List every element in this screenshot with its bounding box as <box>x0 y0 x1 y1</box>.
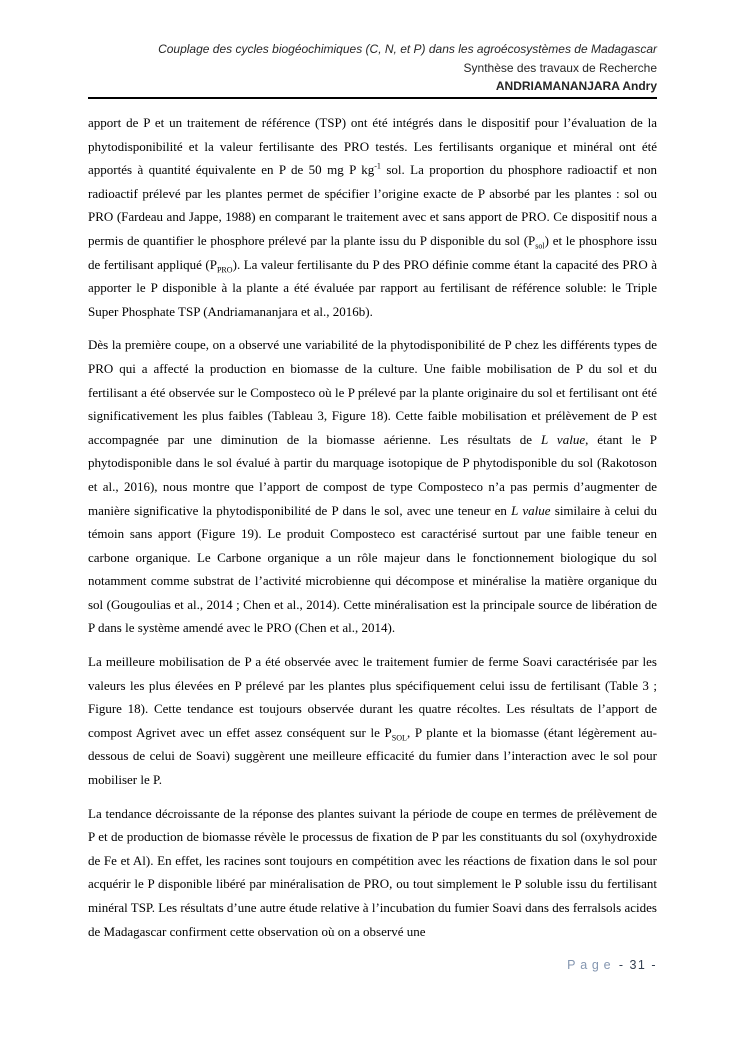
document-body <box>88 111 657 953</box>
paragraph: Dès la première coupe, on a observé une variabilité de la phytodisponibilité de P chez les différents types de PRO qui a affecté la production en biomasse de la culture. Une faible mobilisation de P du sol et du fertilisant a été observée sur le Composteco où le P prélevé par la plante originaire du sol et fertilisant ont été significativement les plus faibles (Tableau 3, Figure 18). Cette faible mobilisation et prélèvement de P est accompagnée par une diminution de la biomasse aérienne. Les résultats de L value, étant le P phytodisponible dans le sol évalué à partir du marquage isotopique de P phytodisponible du sol (Rakotoson et al., 2016), nous montre que l’apport de compost de type Composteco n’a pas permis d’augmenter de manière significative la phytodisponibilité de P dans le sol, avec une teneur en L value similaire à celui du témoin sans apport (Figure 19). Le produit Composteco est caractérisé surtout par une faible teneur en carbone organique. Le Carbone organique a un rôle majeur dans le fonctionnement biologique du sol notamment comme substrat de l’activité microbienne qui décompose et minéralise la matière organique du sol (Gougoulias et al., 2014 ; Chen et al., 2014). Cette minéralisation est la principale source de libération de P dans le système amendé avec le PRO (Chen et al., 2014). <box>88 337 657 636</box>
footer-page-number: - 31 - <box>618 958 657 972</box>
header-title: Couplage des cycles biogéochimiques (C, N, et P) dans les agroécosystèmes de Madagascar <box>158 42 657 56</box>
page-footer <box>88 958 657 972</box>
header-subtitle: Synthèse des travaux de Recherche <box>463 60 657 75</box>
footer-page-word: Page <box>567 958 616 972</box>
page-header <box>88 40 657 96</box>
paragraph: La tendance décroissante de la réponse des plantes suivant la période de coupe en termes de prélèvement de P et de production de biomasse révèle le processus de fixation de P par les constituants du sol (oxyhydroxide de Fe et Al). En effet, les racines sont toujours en compétition avec les réactions de fixation dans le sol pour acquérir le P disponible libéré par minéralisation de PRO, ou tout simplement le P soluble issu du fertilisant minéral TSP. Les résultats d’une autre étude relative à l’incubation du fumier Soavi dans des ferralsols acides de Madagascar confirment cette observation où on a observé une <box>88 805 657 939</box>
header-divider <box>88 97 657 99</box>
paragraph: La meilleure mobilisation de P a été observée avec le traitement fumier de ferme Soavi caractérisée par les valeurs les plus élevées en P prélevé par les plantes plus spécifiquement celui issu de fertilisant (Table 3 ; Figure 18). Cette tendance est toujours observée durant les quatre récoltes. Les résultats de l’apport de compost Agrivet avec un effet assez conséquent sur le $P_{SOL}$, P plante et la biomasse (étant légèrement au-dessous de celui de Soavi) suggèrent une meilleure efficacité du fumier dans l’interaction avec le sol pour mobiliser le P. <box>88 654 658 788</box>
paragraph: apport de P et un traitement de référence (TSP) ont été intégrés dans le dispositif pour l’évaluation de la phytodisponibilité et la valeur fertilisante des PRO testés. Les fertilisants organique et minéral ont été apportés à quantité équivalente en P de 50 mg P $kg^{-1}$ sol. La proportion du phosphore radioactif et non radioactif prélevé par les plantes permet de spécifier l’origine exacte de P absorbé par les plantes : sol ou PRO (Fardeau and Jappe, 1988) en comparant le traitement avec et sans apport de PRO. Ce dispositif nous a permis de quantifier le phosphore prélevé par la plante issu du P disponible du sol $(P_{sol})$ et le phosphore issu de fertilisant appliqué $(P_{PRO})$. La valeur fertilisante du P des PRO définie comme étant la capacité des PRO à apporter le P disponible à la plante a été évaluée par rapport au fertilisant de référence soluble: le Triple Super Phosphate TSP (Andriamananjara et al., 2016b). <box>88 115 658 319</box>
header-author: ANDRIAMANANJARA Andry <box>495 79 657 93</box>
